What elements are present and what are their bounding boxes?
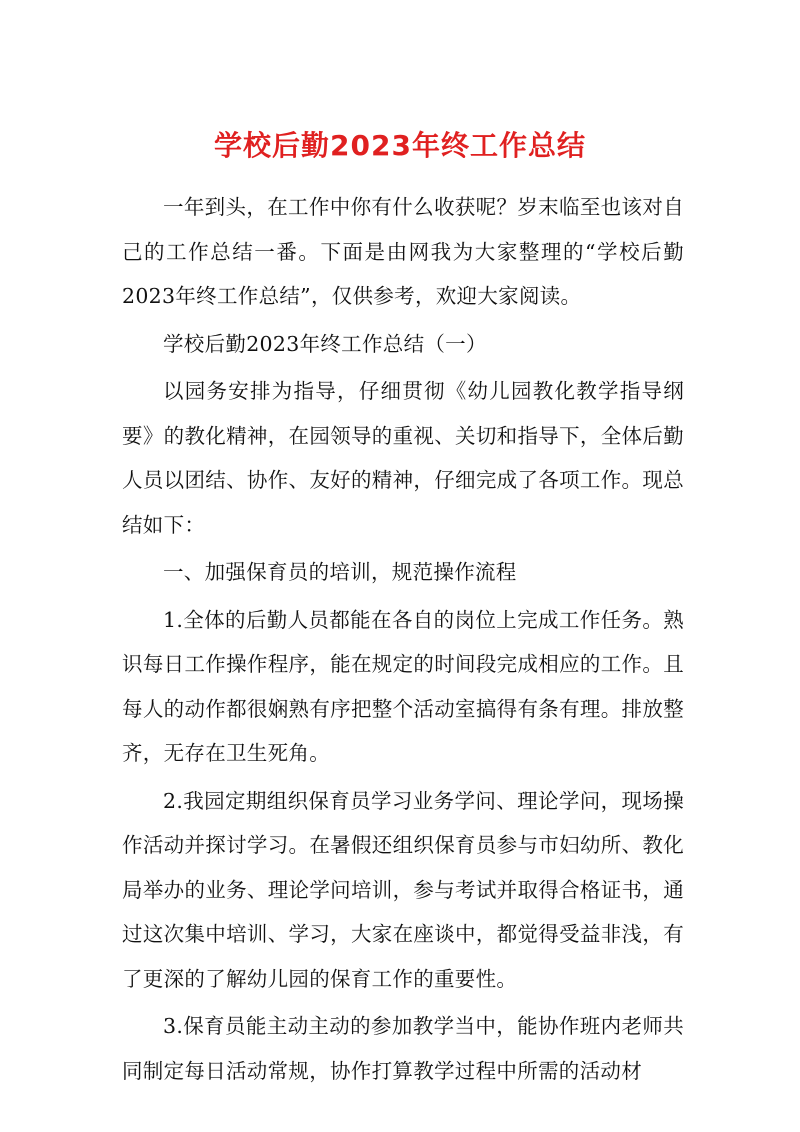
paragraph-item-2: 2.我园定期组织保育员学习业务学问、理论学问，现场操作活动并探讨学习。在暑假还组织保育员参与市妇幼所、教化局举办的业务、理论学问培训，参与考试并取得合格证书，通过这次集中培训、学习，大家在座谈中，都觉得受益非浅，有了更深的了解幼儿园的保育工作的重要性。 [122,788,684,991]
subheading-training: 一、加强保育员的培训，规范操作流程 [163,560,517,584]
section-heading-1: 学校后勤2023年终工作总结（一） [163,331,487,356]
paragraph-intro: 一年到头，在工作中你有什么收获呢？岁末临至也该对自己的工作总结一番。下面是由网我为大家整理的“学校后勤2023年终工作总结”，仅供参考，欢迎大家阅读。 [122,195,684,308]
paragraph-item-1: 1.全体的后勤人员都能在各自的岗位上完成工作任务。熟识每日工作操作程序，能在规定的时间段完成相应的工作。且每人的动作都很娴熟有序把整个活动室搞得有条有理。排放整齐，无存在卫生死角。 [122,607,684,765]
document-body [122,185,684,1096]
document-title: 学校后勤2023年终工作总结 [214,129,586,162]
paragraph-item-3: 3.保育员能主动主动的参加教学当中，能协作班内老师共同制定每日活动常规，协作打算教学过程中所需的活动材 [122,1014,684,1083]
paragraph-overview: 以园务安排为指导，仔细贯彻《幼儿园教化教学指导纲要》的教化精神，在园领导的重视、关切和指导下，全体后勤人员以团结、协作、友好的精神，仔细完成了各项工作。现总结如下： [122,379,684,537]
